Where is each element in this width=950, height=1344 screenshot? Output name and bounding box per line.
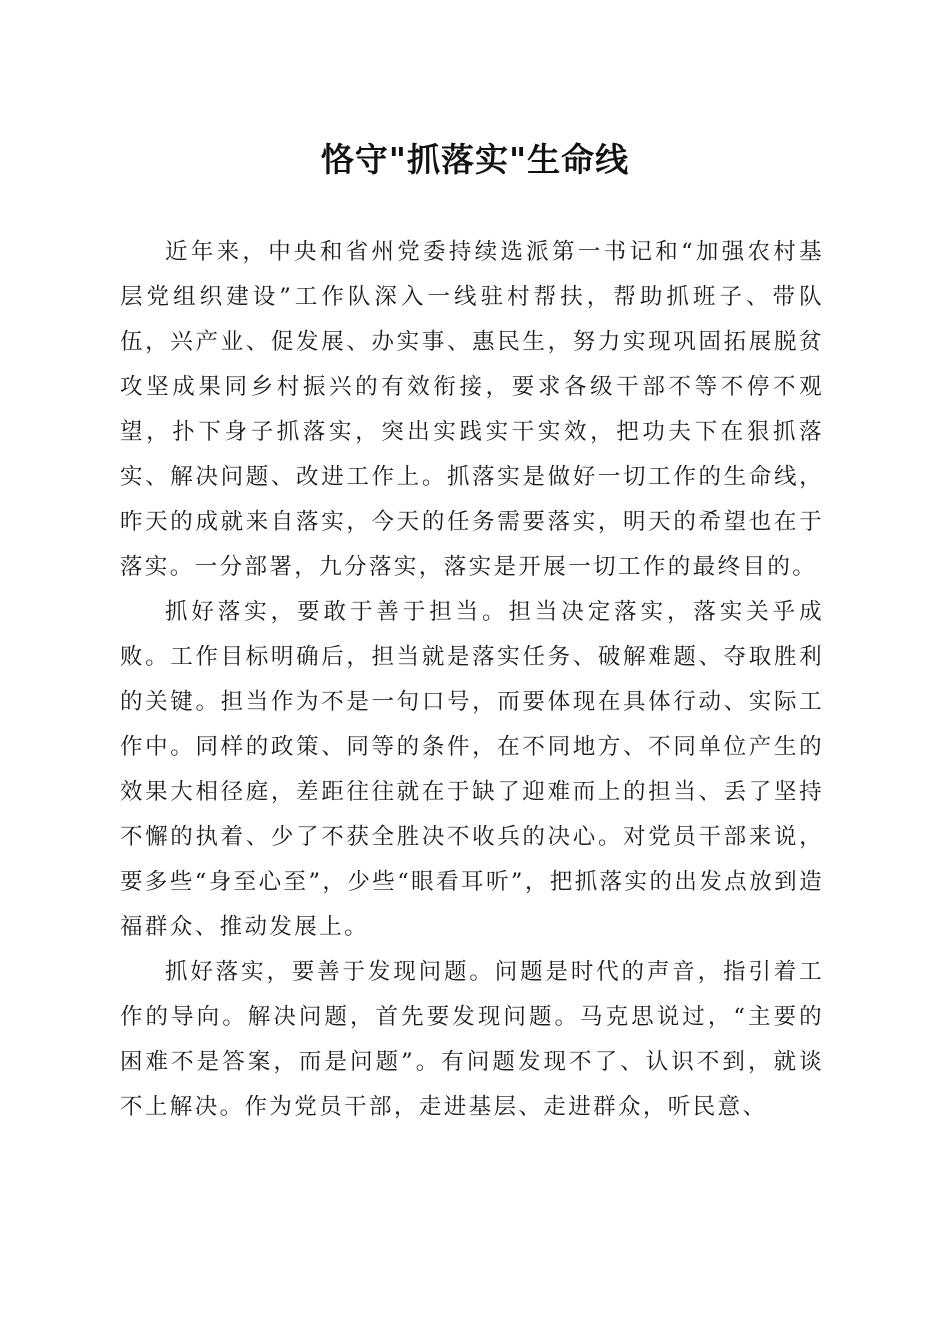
- paragraph-3: 抓好落实，要善于发现问题。问题是时代的声音，指引着工作的导向。解决问题，首先要发现问题。马克思说过，“主要的困难不是答案，而是问题”。有问题发现不了、认识不到，就谈不上解决。作为党员干部，走进基层、走进群众，听民意、: [120, 959, 824, 1120]
- paragraph-1: 近年来，中央和省州党委持续选派第一书记和“加强农村基层党组织建设”工作队深入一线驻村帮扶，帮助抓班子、带队伍，兴产业、促发展、办实事、惠民生，努力实现巩固拓展脱贫攻坚成果同乡村振兴的有效衔接，要求各级干部不等不停不观望，扑下身子抓落实，突出实践实干实效，把功夫下在狠抓落实、解决问题、改进工作上。抓落实是做好一切工作的生命线，昨天的成就来自落实，今天的任务需要落实，明天的希望也在于落实。一分部署，九分落实，落实是开展一切工作的最终目的。: [120, 239, 824, 580]
- document-body: [120, 230, 824, 1130]
- document-title: 恪守"抓落实"生命线: [320, 140, 630, 179]
- paragraph-2: 抓好落实，要敢于善于担当。担当决定落实，落实关乎成败。工作目标明确后，担当就是落实任务、破解难题、夺取胜利的关键。担当作为不是一句口号，而要体现在具体行动、实际工作中。同样的政策、同等的条件，在不同地方、不同单位产生的效果大相径庭，差距往往就在于缺了迎难而上的担当、丢了坚持不懈的执着、少了不获全胜决不收兵的决心。对党员干部来说，要多些“身至心至”，少些“眼看耳听”，把抓落实的出发点放到造福群众、推动发展上。: [120, 599, 824, 940]
